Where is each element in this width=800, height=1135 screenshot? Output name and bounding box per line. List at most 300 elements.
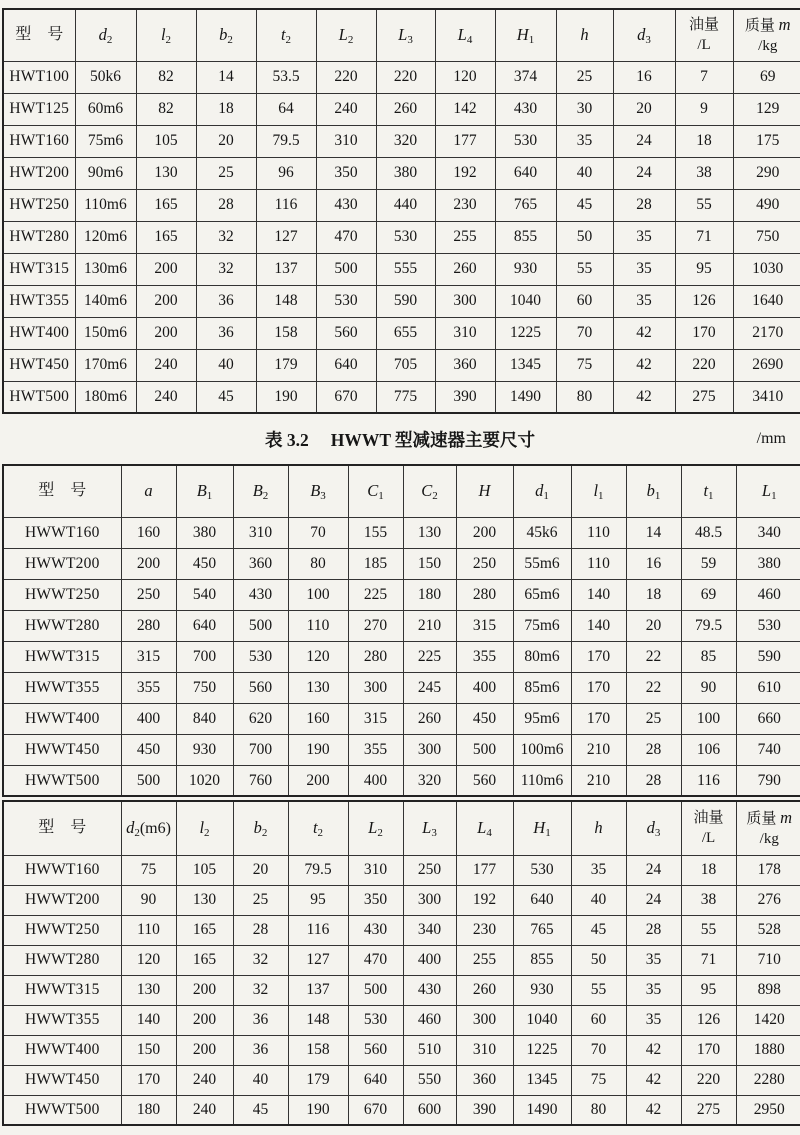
- value-cell: 240: [176, 1065, 233, 1095]
- value-cell: 898: [736, 975, 800, 1005]
- value-cell: 137: [288, 975, 348, 1005]
- value-cell: 120: [435, 61, 495, 93]
- hwwt-shaft-table-body: [3, 855, 800, 1125]
- column-header: 油量 /L: [675, 9, 733, 61]
- value-cell: 20: [196, 125, 256, 157]
- model-cell: HWWT400: [3, 703, 121, 734]
- value-cell: 192: [435, 157, 495, 189]
- model-cell: HWT100: [3, 61, 75, 93]
- value-cell: 20: [233, 855, 288, 885]
- value-cell: 9: [675, 93, 733, 125]
- column-header: $B_3$: [288, 465, 348, 517]
- value-cell: 75m6: [513, 610, 571, 641]
- value-cell: 200: [176, 1005, 233, 1035]
- value-cell: 500: [233, 610, 288, 641]
- value-cell: 590: [736, 641, 800, 672]
- value-cell: 42: [626, 1035, 681, 1065]
- table-row: [3, 915, 800, 945]
- table-row: [3, 1005, 800, 1035]
- value-cell: 190: [288, 734, 348, 765]
- value-cell: 106: [681, 734, 736, 765]
- value-cell: 840: [176, 703, 233, 734]
- column-header: $L_1$: [736, 465, 800, 517]
- value-cell: 35: [613, 285, 675, 317]
- column-header: $C_1$: [348, 465, 403, 517]
- value-cell: 32: [233, 975, 288, 1005]
- value-cell: 192: [456, 885, 513, 915]
- column-header: 油量 /L: [681, 801, 736, 855]
- value-cell: 210: [403, 610, 456, 641]
- value-cell: 36: [196, 285, 256, 317]
- value-cell: 55: [681, 915, 736, 945]
- value-cell: 220: [316, 61, 376, 93]
- value-cell: 640: [348, 1065, 403, 1095]
- value-cell: 300: [456, 1005, 513, 1035]
- value-cell: 560: [233, 672, 288, 703]
- header-row: [3, 801, 800, 855]
- model-cell: HWWT450: [3, 734, 121, 765]
- value-cell: 190: [256, 381, 316, 413]
- value-cell: 930: [495, 253, 556, 285]
- model-cell: HWT200: [3, 157, 75, 189]
- model-cell: HWT450: [3, 349, 75, 381]
- value-cell: 110: [288, 610, 348, 641]
- table-row: [3, 610, 800, 641]
- table-row: [3, 734, 800, 765]
- table-row: [3, 1095, 800, 1125]
- value-cell: 500: [456, 734, 513, 765]
- model-cell: HWWT280: [3, 945, 121, 975]
- value-cell: 175: [733, 125, 800, 157]
- hwt-dimensions-table: [2, 8, 800, 414]
- value-cell: 20: [613, 93, 675, 125]
- value-cell: 560: [348, 1035, 403, 1065]
- model-cell: HWWT355: [3, 672, 121, 703]
- value-cell: 705: [376, 349, 435, 381]
- value-cell: 130m6: [75, 253, 136, 285]
- value-cell: 35: [613, 221, 675, 253]
- value-cell: 80: [556, 381, 613, 413]
- value-cell: 96: [256, 157, 316, 189]
- value-cell: 260: [403, 703, 456, 734]
- model-cell: HWWT250: [3, 915, 121, 945]
- column-header: $L_3$: [403, 801, 456, 855]
- value-cell: 50: [571, 945, 626, 975]
- value-cell: 100: [288, 579, 348, 610]
- value-cell: 670: [316, 381, 376, 413]
- value-cell: 18: [626, 579, 681, 610]
- value-cell: 655: [376, 317, 435, 349]
- table-row: [3, 189, 800, 221]
- value-cell: 60: [571, 1005, 626, 1035]
- value-cell: 24: [626, 855, 681, 885]
- column-header: $L_2$: [348, 801, 403, 855]
- value-cell: 185: [348, 548, 403, 579]
- value-cell: 640: [176, 610, 233, 641]
- value-cell: 340: [736, 517, 800, 548]
- model-cell: HWT160: [3, 125, 75, 157]
- value-cell: 42: [626, 1065, 681, 1095]
- table-row: [3, 885, 800, 915]
- value-cell: 130: [403, 517, 456, 548]
- value-cell: 42: [613, 381, 675, 413]
- column-header: $b_2$: [196, 9, 256, 61]
- value-cell: 20: [626, 610, 681, 641]
- value-cell: 79.5: [288, 855, 348, 885]
- value-cell: 116: [256, 189, 316, 221]
- value-cell: 700: [233, 734, 288, 765]
- value-cell: 1225: [495, 317, 556, 349]
- table-row: [3, 221, 800, 253]
- value-cell: 450: [176, 548, 233, 579]
- column-header: $b_1$: [626, 465, 681, 517]
- header-row: [3, 465, 800, 517]
- table-row: [3, 1035, 800, 1065]
- value-cell: 45: [233, 1095, 288, 1125]
- value-cell: 500: [121, 765, 176, 796]
- value-cell: 1040: [513, 1005, 571, 1035]
- value-cell: 500: [348, 975, 403, 1005]
- value-cell: 430: [495, 93, 556, 125]
- value-cell: 59: [681, 548, 736, 579]
- column-header: $d_1$: [513, 465, 571, 517]
- value-cell: 390: [456, 1095, 513, 1125]
- value-cell: 130: [136, 157, 196, 189]
- hwt-table-body: [3, 61, 800, 413]
- column-header: $d_3$: [613, 9, 675, 61]
- value-cell: 25: [196, 157, 256, 189]
- value-cell: 70: [571, 1035, 626, 1065]
- value-cell: 530: [316, 285, 376, 317]
- value-cell: 1040: [495, 285, 556, 317]
- value-cell: 1880: [736, 1035, 800, 1065]
- value-cell: 280: [348, 641, 403, 672]
- value-cell: 40: [556, 157, 613, 189]
- value-cell: 700: [176, 641, 233, 672]
- model-cell: HWWT160: [3, 855, 121, 885]
- value-cell: 400: [403, 945, 456, 975]
- value-cell: 95: [288, 885, 348, 915]
- value-cell: 110: [571, 517, 626, 548]
- value-cell: 450: [121, 734, 176, 765]
- column-header: $L_4$: [435, 9, 495, 61]
- table-row: [3, 61, 800, 93]
- value-cell: 255: [456, 945, 513, 975]
- value-cell: 42: [613, 349, 675, 381]
- value-cell: 179: [256, 349, 316, 381]
- value-cell: 500: [316, 253, 376, 285]
- value-cell: 2170: [733, 317, 800, 349]
- value-cell: 35: [626, 975, 681, 1005]
- value-cell: 1020: [176, 765, 233, 796]
- value-cell: 170: [675, 317, 733, 349]
- value-cell: 55: [571, 975, 626, 1005]
- value-cell: 490: [733, 189, 800, 221]
- value-cell: 225: [403, 641, 456, 672]
- table-row: [3, 703, 800, 734]
- value-cell: 18: [196, 93, 256, 125]
- value-cell: 165: [176, 945, 233, 975]
- model-cell: HWWT200: [3, 548, 121, 579]
- value-cell: 275: [675, 381, 733, 413]
- value-cell: 640: [495, 157, 556, 189]
- table-row: [3, 548, 800, 579]
- value-cell: 148: [288, 1005, 348, 1035]
- value-cell: 1345: [513, 1065, 571, 1095]
- value-cell: 750: [176, 672, 233, 703]
- value-cell: 530: [233, 641, 288, 672]
- value-cell: 35: [556, 125, 613, 157]
- table-row: [3, 93, 800, 125]
- value-cell: 150: [121, 1035, 176, 1065]
- value-cell: 110m6: [75, 189, 136, 221]
- value-cell: 310: [435, 317, 495, 349]
- model-cell: HWWT355: [3, 1005, 121, 1035]
- value-cell: 255: [435, 221, 495, 253]
- table-row: [3, 253, 800, 285]
- value-cell: 60m6: [75, 93, 136, 125]
- hwt-table-header: [3, 9, 800, 61]
- model-cell: HWWT315: [3, 975, 121, 1005]
- value-cell: 1490: [495, 381, 556, 413]
- value-cell: 355: [456, 641, 513, 672]
- model-cell: HWWT450: [3, 1065, 121, 1095]
- value-cell: 310: [456, 1035, 513, 1065]
- value-cell: 70: [288, 517, 348, 548]
- model-cell: HWWT280: [3, 610, 121, 641]
- hwwt-overall-dimensions-table: [2, 464, 800, 797]
- value-cell: 116: [288, 915, 348, 945]
- column-header: 型 号: [3, 465, 121, 517]
- value-cell: 110m6: [513, 765, 571, 796]
- value-cell: 170: [121, 1065, 176, 1095]
- value-cell: 530: [513, 855, 571, 885]
- value-cell: 40: [571, 885, 626, 915]
- value-cell: 250: [121, 579, 176, 610]
- value-cell: 510: [403, 1035, 456, 1065]
- value-cell: 380: [736, 548, 800, 579]
- value-cell: 100: [681, 703, 736, 734]
- value-cell: 28: [626, 765, 681, 796]
- column-header: $B_1$: [176, 465, 233, 517]
- value-cell: 530: [376, 221, 435, 253]
- value-cell: 230: [456, 915, 513, 945]
- hwwt-shaft-dimensions-table: [2, 800, 800, 1126]
- value-cell: 45: [571, 915, 626, 945]
- value-cell: 28: [626, 915, 681, 945]
- column-header: $L_4$: [456, 801, 513, 855]
- value-cell: 32: [196, 221, 256, 253]
- value-cell: 140: [121, 1005, 176, 1035]
- value-cell: 126: [681, 1005, 736, 1035]
- value-cell: 90: [681, 672, 736, 703]
- value-cell: 310: [316, 125, 376, 157]
- value-cell: 470: [316, 221, 376, 253]
- value-cell: 180: [121, 1095, 176, 1125]
- value-cell: 240: [176, 1095, 233, 1125]
- model-cell: HWT355: [3, 285, 75, 317]
- value-cell: 220: [376, 61, 435, 93]
- model-cell: HWT400: [3, 317, 75, 349]
- value-cell: 142: [435, 93, 495, 125]
- value-cell: 855: [513, 945, 571, 975]
- value-cell: 740: [736, 734, 800, 765]
- value-cell: 71: [681, 945, 736, 975]
- table-row: [3, 349, 800, 381]
- value-cell: 280: [121, 610, 176, 641]
- value-cell: 24: [613, 157, 675, 189]
- value-cell: 179: [288, 1065, 348, 1095]
- value-cell: 540: [176, 579, 233, 610]
- value-cell: 560: [316, 317, 376, 349]
- value-cell: 1030: [733, 253, 800, 285]
- value-cell: 110: [121, 915, 176, 945]
- value-cell: 158: [256, 317, 316, 349]
- value-cell: 315: [121, 641, 176, 672]
- value-cell: 555: [376, 253, 435, 285]
- value-cell: 930: [176, 734, 233, 765]
- value-cell: 85m6: [513, 672, 571, 703]
- value-cell: 200: [136, 285, 196, 317]
- value-cell: 14: [626, 517, 681, 548]
- value-cell: 470: [348, 945, 403, 975]
- value-cell: 710: [736, 945, 800, 975]
- value-cell: 45: [556, 189, 613, 221]
- value-cell: 14: [196, 61, 256, 93]
- value-cell: 300: [435, 285, 495, 317]
- model-cell: HWT500: [3, 381, 75, 413]
- value-cell: 1490: [513, 1095, 571, 1125]
- table-row: [3, 381, 800, 413]
- column-header: 型 号: [3, 9, 75, 61]
- value-cell: 610: [736, 672, 800, 703]
- model-cell: HWWT500: [3, 1095, 121, 1125]
- value-cell: 200: [288, 765, 348, 796]
- table-row: [3, 1065, 800, 1095]
- value-cell: 750: [733, 221, 800, 253]
- value-cell: 150: [403, 548, 456, 579]
- value-cell: 220: [681, 1065, 736, 1095]
- value-cell: 90: [121, 885, 176, 915]
- value-cell: 200: [136, 253, 196, 285]
- value-cell: 105: [176, 855, 233, 885]
- column-header: $t_2$: [288, 801, 348, 855]
- value-cell: 24: [613, 125, 675, 157]
- value-cell: 130: [288, 672, 348, 703]
- value-cell: 528: [736, 915, 800, 945]
- value-cell: 460: [736, 579, 800, 610]
- table-row: [3, 157, 800, 189]
- column-header: $L_3$: [376, 9, 435, 61]
- value-cell: 210: [571, 734, 626, 765]
- column-header: 型 号: [3, 801, 121, 855]
- value-cell: 64: [256, 93, 316, 125]
- value-cell: 320: [403, 765, 456, 796]
- value-cell: 1225: [513, 1035, 571, 1065]
- value-cell: 430: [403, 975, 456, 1005]
- value-cell: 126: [675, 285, 733, 317]
- table-row: [3, 672, 800, 703]
- value-cell: 350: [316, 157, 376, 189]
- value-cell: 95: [681, 975, 736, 1005]
- caption-unit: /mm: [756, 430, 786, 447]
- value-cell: 640: [513, 885, 571, 915]
- value-cell: 240: [316, 93, 376, 125]
- value-cell: 360: [456, 1065, 513, 1095]
- value-cell: 660: [736, 703, 800, 734]
- value-cell: 430: [316, 189, 376, 221]
- model-cell: HWWT315: [3, 641, 121, 672]
- column-header: $B_2$: [233, 465, 288, 517]
- table-row: [3, 855, 800, 885]
- model-cell: HWT315: [3, 253, 75, 285]
- table-row: [3, 285, 800, 317]
- value-cell: 360: [233, 548, 288, 579]
- value-cell: 250: [456, 548, 513, 579]
- value-cell: 75m6: [75, 125, 136, 157]
- table-caption: [0, 414, 800, 464]
- value-cell: 16: [626, 548, 681, 579]
- value-cell: 400: [456, 672, 513, 703]
- value-cell: 430: [348, 915, 403, 945]
- header-row: [3, 9, 800, 61]
- value-cell: 355: [348, 734, 403, 765]
- value-cell: 670: [348, 1095, 403, 1125]
- table-row: [3, 317, 800, 349]
- value-cell: 250: [403, 855, 456, 885]
- value-cell: 300: [348, 672, 403, 703]
- value-cell: 550: [403, 1065, 456, 1095]
- value-cell: 260: [435, 253, 495, 285]
- column-header: H: [456, 465, 513, 517]
- value-cell: 177: [456, 855, 513, 885]
- value-cell: 180: [403, 579, 456, 610]
- value-cell: 165: [176, 915, 233, 945]
- column-header: $t_1$: [681, 465, 736, 517]
- value-cell: 315: [456, 610, 513, 641]
- value-cell: 38: [681, 885, 736, 915]
- table-row: [3, 579, 800, 610]
- value-cell: 100m6: [513, 734, 571, 765]
- value-cell: 160: [288, 703, 348, 734]
- value-cell: 80: [571, 1095, 626, 1125]
- value-cell: 450: [456, 703, 513, 734]
- value-cell: 70: [556, 317, 613, 349]
- value-cell: 790: [736, 765, 800, 796]
- table-row: [3, 641, 800, 672]
- value-cell: 30: [556, 93, 613, 125]
- value-cell: 25: [233, 885, 288, 915]
- value-cell: 120: [288, 641, 348, 672]
- value-cell: 855: [495, 221, 556, 253]
- column-header: h: [571, 801, 626, 855]
- value-cell: 2690: [733, 349, 800, 381]
- value-cell: 130: [121, 975, 176, 1005]
- value-cell: 200: [176, 975, 233, 1005]
- value-cell: 560: [456, 765, 513, 796]
- value-cell: 69: [681, 579, 736, 610]
- value-cell: 170: [681, 1035, 736, 1065]
- caption-label: 表 3.2: [264, 429, 309, 450]
- value-cell: 360: [435, 349, 495, 381]
- column-header: $l_1$: [571, 465, 626, 517]
- value-cell: 42: [626, 1095, 681, 1125]
- value-cell: 276: [736, 885, 800, 915]
- value-cell: 350: [348, 885, 403, 915]
- value-cell: 7: [675, 61, 733, 93]
- value-cell: 80m6: [513, 641, 571, 672]
- model-cell: HWT250: [3, 189, 75, 221]
